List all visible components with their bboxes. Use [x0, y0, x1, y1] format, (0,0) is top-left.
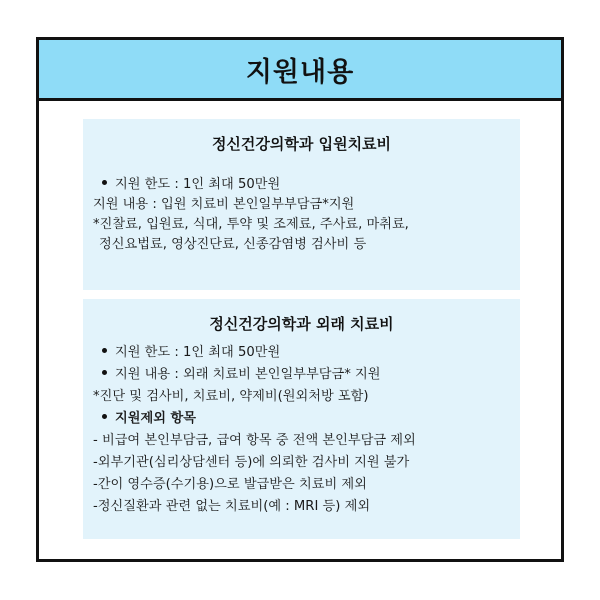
- outpatient-content: 지원 내용 : 외래 치료비 본인일부부담금* 지원: [115, 367, 381, 382]
- header-banner: [39, 40, 561, 101]
- inpatient-note-1: *진찰료, 입원료, 식대, 투약 및 조제료, 주사료, 마취료,: [93, 217, 409, 232]
- bullet-icon: [102, 180, 107, 185]
- outpatient-card: [83, 299, 520, 539]
- outpatient-title: 정신건강의학과 외래 치료비: [209, 315, 394, 333]
- inpatient-note-2: 정신요법료, 영상진단료, 신종감염병 검사비 등: [99, 237, 367, 252]
- support-content-frame: [36, 37, 564, 562]
- outpatient-limit-line: [93, 342, 510, 364]
- bullet-icon: [102, 348, 107, 353]
- inpatient-limit-line: [93, 175, 510, 195]
- exclusion-heading-line: [93, 408, 510, 430]
- inpatient-content: 지원 내용 : 입원 치료비 본인일부부담금*지원: [93, 197, 355, 212]
- inpatient-card: [83, 119, 520, 290]
- exclusion-item: -간이 영수증(수기용)으로 발급받은 치료비 제외: [93, 477, 367, 492]
- exclusion-item: -외부기관(심리상담센터 등)에 의뢰한 검사비 지원 불가: [93, 455, 410, 470]
- page-title: 지원내용: [245, 56, 355, 88]
- inpatient-limit: 지원 한도 : 1인 최대 50만원: [115, 177, 281, 192]
- bullet-icon: [102, 414, 107, 419]
- outpatient-content-line: [93, 364, 510, 386]
- inpatient-title: 정신건강의학과 입원치료비: [211, 135, 392, 153]
- outpatient-limit: 지원 한도 : 1인 최대 50만원: [115, 345, 281, 360]
- bullet-icon: [102, 370, 107, 375]
- exclusion-item: - 비급여 본인부담금, 급여 항목 중 전액 본인부담금 제외: [93, 433, 416, 448]
- exclusion-item: -정신질환과 관련 없는 치료비(예 : MRI 등) 제외: [93, 499, 371, 514]
- outpatient-note: *진단 및 검사비, 치료비, 약제비(원외처방 포함): [93, 389, 369, 404]
- exclusion-heading: 지원제외 항목: [115, 411, 197, 426]
